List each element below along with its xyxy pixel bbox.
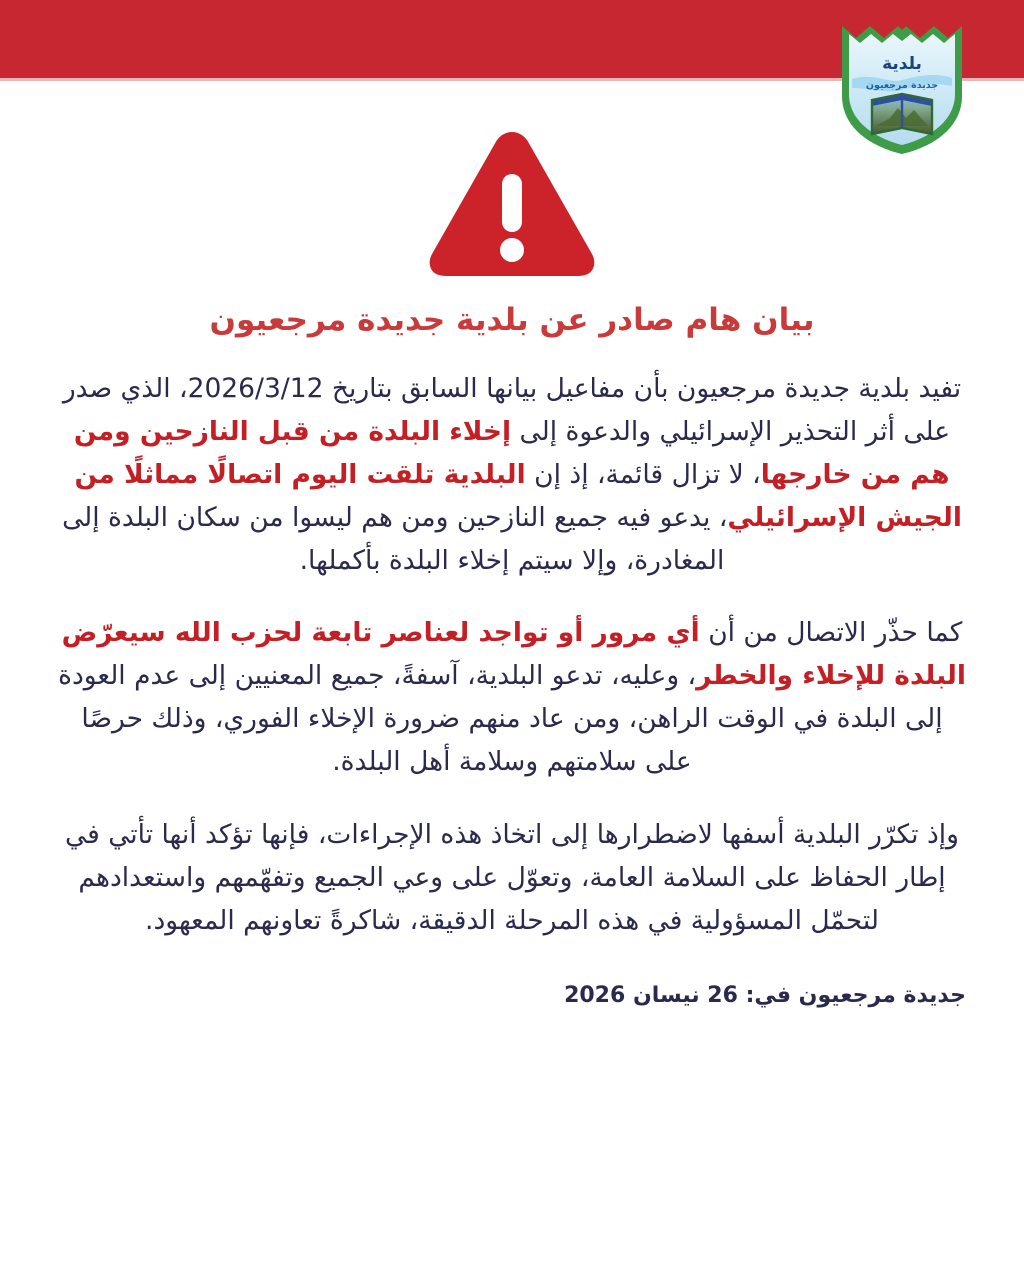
logo-title-top: بلدية (882, 54, 922, 74)
p1-seg-1-highlight: إخلاء البلدة من قبل النازحين ومن هم من خارجها (73, 415, 950, 490)
p3-seg-0: وإذ تكرّر البلدية أسفها لاضطرارها إلى اتخاذ هذه الإجراءات، فإنها تؤكد أنها تأتي في إطار الحفاظ على السلامة العامة، وتعوّل على وعي الجميع وتفهّمهم واستعدادهم لتحمّل المسؤولية في هذه المرحلة الدقيقة، شاكرةً تعاونهم المعهود. (65, 819, 959, 936)
logo-book-emblem (872, 94, 932, 134)
announcement-paragraph-3 (54, 814, 970, 943)
p2-seg-1-highlight: أي مرور أو تواجد لعناصر تابعة لحزب الله سيعرّض البلدة للإخلاء والخطر (61, 617, 966, 692)
p1-seg-0: تفيد بلدية جديدة مرجعيون بأن مفاعيل بيانها السابق بتاريخ 2026/3/12، الذي صدر على أثر التحذير الإسرائيلي والدعوة إلى (62, 372, 962, 447)
warning-icon-row (54, 126, 970, 278)
shield-logo-svg (838, 22, 966, 154)
municipality-shield-logo (838, 22, 966, 154)
p2-seg-0: كما حذّر الاتصال من أن (699, 617, 963, 649)
announcement-paragraph-1 (54, 368, 970, 583)
announcement-sheet (0, 126, 1024, 1048)
exclamation-bar (502, 174, 522, 232)
p1-seg-3-highlight: البلدية تلقت اليوم اتصالًا مماثلًا من الجيش الإسرائيلي (74, 458, 962, 533)
p2-seg-2: ، وعليه، تدعو البلدية، آسفةً، جميع المعنيين إلى عدم العودة إلى البلدة في الوقت الراهن، ومن عاد منهم ضرورة الإخلاء الفوري، وذلك حرصًا على سلامتهم وسلامة أهل البلدة. (58, 660, 943, 778)
exclamation-dot (500, 238, 524, 262)
logo-title-bottom: جديدة مرجعيون (865, 80, 939, 91)
page-title: بيان هام صادر عن بلدية جديدة مرجعيون (209, 302, 815, 338)
announcement-paragraph-2 (54, 612, 970, 784)
p1-seg-2: ، لا تزال قائمة، إذ إن (525, 458, 761, 490)
warning-triangle-icon (426, 126, 598, 278)
bottom-spacer (54, 1008, 970, 1048)
dateline: جديدة مرجعيون في: 26 نيسان 2026 (564, 982, 966, 1008)
p1-seg-4: ، يدعو فيه جميع النازحين ومن هم ليسوا من سكان البلدة إلى المغادرة، وإلا سيتم إخلاء البلدة بأكملها. (62, 501, 728, 576)
